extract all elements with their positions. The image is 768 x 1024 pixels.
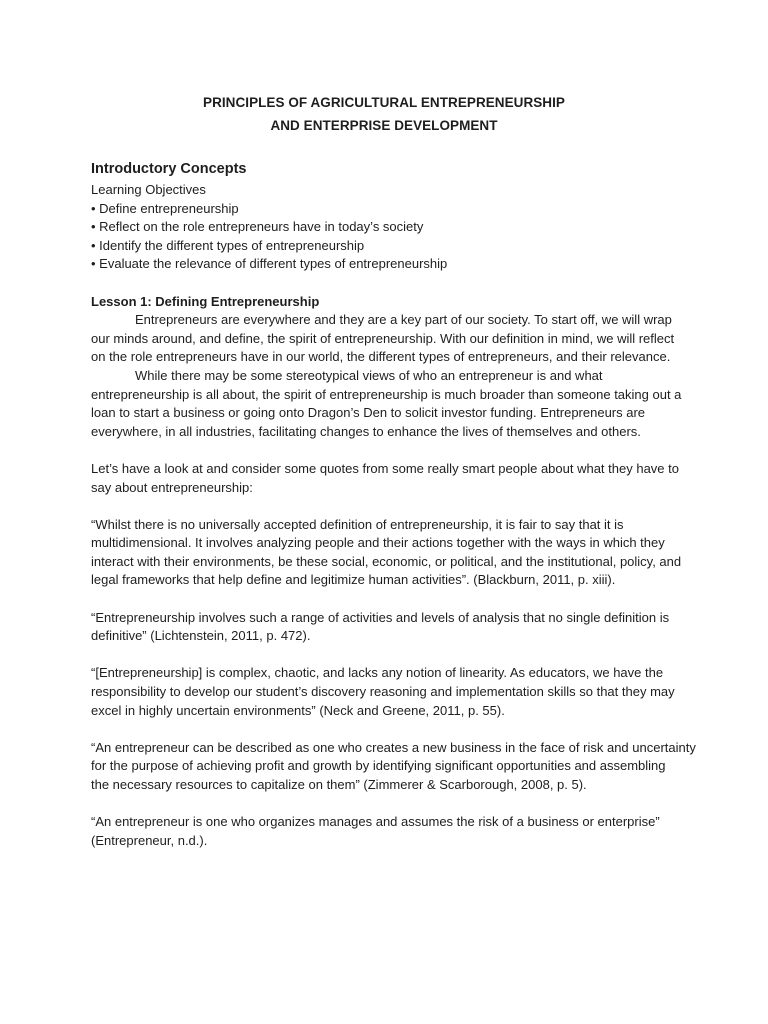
paragraph-line: Entrepreneurs are everywhere and they are a key part of our society. To start off, we will wrap <box>135 312 672 328</box>
paragraph-line: While there may be some stereotypical views of who an entrepreneur is and what <box>135 367 603 383</box>
quote-line: legal frameworks that help define and legitimize human activities”. (Blackburn, 2011, p. xiii). <box>91 572 616 588</box>
learning-objectives-label: Learning Objectives <box>91 182 206 197</box>
quote-line: “An entrepreneur can be described as one who creates a new business in the face of risk and uncertainty <box>91 739 696 755</box>
quote-line: “Entrepreneurship involves such a range of activities and levels of analysis that no single definition is <box>91 609 670 625</box>
objective-item: • Evaluate the relevance of different types of entrepreneurship <box>91 256 448 272</box>
paragraph-line: entrepreneurship is all about, the spirit of entrepreneurship is much broader than someone taking out a <box>91 386 682 402</box>
paragraph-line: everywhere, in all industries, facilitating changes to enhance the lives of themselves and others. <box>91 423 641 439</box>
document-body <box>91 181 696 850</box>
quote-line: definitive” (Lichtenstein, 2011, p. 472). <box>91 628 311 644</box>
quote-line: multidimensional. It involves analyzing people and their actions together with the ways in which they <box>91 535 665 551</box>
paragraph-line: loan to start a business or going onto Dragon’s Den to solicit investor funding. Entrepreneurs are <box>91 405 646 421</box>
quote-line: “Whilst there is no universally accepted definition of entrepreneurship, it is fair to say that it is <box>91 516 624 532</box>
paragraph-line: Let’s have a look at and consider some quotes from some really smart people about what they have to <box>91 460 679 476</box>
quote-line: the necessary resources to capitalize on them” (Zimmerer & Scarborough, 2008, p. 5). <box>91 777 587 792</box>
paragraph-line: say about entrepreneurship: <box>91 479 253 495</box>
section-heading: Introductory Concepts <box>91 161 247 177</box>
quote-line: interact with their environments, be these social, economic, or political, and the institutional, policy, and <box>91 553 682 569</box>
lesson-heading: Lesson 1: Defining Entrepreneurship <box>91 293 320 309</box>
objective-item: • Reflect on the role entrepreneurs have in today’s society <box>91 219 424 235</box>
document-title-line-2: AND ENTERPRISE DEVELOPMENT <box>270 118 498 133</box>
objective-item: • Define entrepreneurship <box>91 200 239 216</box>
document-title-line-1: PRINCIPLES OF AGRICULTURAL ENTREPRENEURSHIP <box>203 95 565 110</box>
objective-item: • Identify the different types of entrepreneurship <box>91 237 365 253</box>
paragraph-line: our minds around, and define, the spirit of entrepreneurship. With our definition in mind, we will reflect <box>91 330 675 346</box>
quote-line: responsibility to develop our student’s discovery reasoning and implementation skills so that they may <box>91 684 675 700</box>
quote-line: for the purpose of achieving profit and growth by identifying significant opportunities and assembling <box>91 758 666 774</box>
quote-line: excel in highly uncertain environments” (Neck and Greene, 2011, p. 55). <box>91 702 505 718</box>
quote-line: “An entrepreneur is one who organizes manages and assumes the risk of a business or enterprise” <box>91 814 660 830</box>
paragraph-line: on the role entrepreneurs have in our world, the different types of entrepreneurs, and their relevance. <box>91 349 671 365</box>
quote-line: “[Entrepreneurship] is complex, chaotic, and lacks any notion of linearity. As educators, we have the <box>91 665 664 681</box>
quote-line: (Entrepreneur, n.d.). <box>91 832 208 848</box>
